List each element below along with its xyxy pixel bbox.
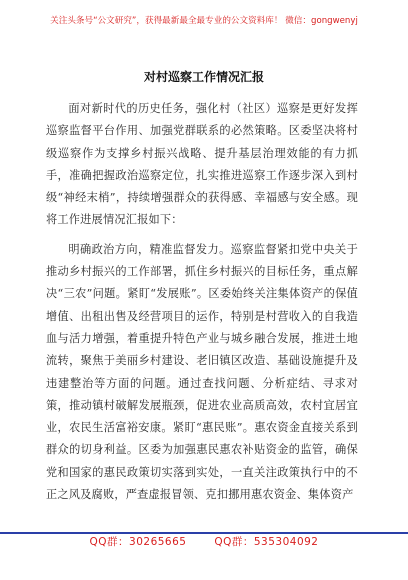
footer-qq-group-1: QQ群：30265665 <box>89 536 187 548</box>
paragraph-political-direction: 明确政治方向，精准监督发力。巡察监督紧扣党中央关于推动乡村振兴的工作部署，抓住乡村振兴的目标任务，重点解决“三农”问题。紧盯“发展账”。区委始终关注集体资产的保值增值、出租出售及经营项目的运作，特别是村营收入的自我造血与活力增强，着重提升特色产业与城乡融合发展，推进土地流转，聚焦于美丽乡村建设、老旧镇区改造、基础设施提升及违建整治等方面的问题。通过查找问题、分析症结、寻求对策，推动镇村破解发展瓶颈，促进农业高质高效，农村宜居宜业，农民生活富裕安康。紧盯“惠民账”。惠农资金直接关系到群众的切身利益。区委为加强惠民惠农补贴资金的监管，确保党和国家的惠民政策切实落到实处，一直关注政策执行中的不正之风及腐败，严查虚报冒领、克扣挪用惠农资金、集体资产 <box>46 242 358 502</box>
footer-qq-group-2: QQ群：535304092 <box>214 536 319 548</box>
footer <box>0 534 408 549</box>
banner-text: 关注头条号“公文研究”，获得最新最全最专业的公文资料库！ 微信：gongwenyj <box>50 16 358 26</box>
header-banner <box>0 0 408 66</box>
document-title: 对村巡察工作情况汇报 <box>143 70 264 84</box>
paragraph-intro: 面对新时代的历史任务，强化村（社区）巡察是更好发挥巡察监督平台作用、加强党群联系的必然策略。区委坚决将村级巡察作为支撑乡村振兴战略、提升基层治理效能的有力抓手，准确把握政治巡察定位，扎实推进巡察工作逐步深入到村级“神经末梢”，持续增强群众的获得感、幸福感与安全感。现将工作进展情况汇报如下： <box>46 102 358 227</box>
document-body <box>46 98 358 513</box>
